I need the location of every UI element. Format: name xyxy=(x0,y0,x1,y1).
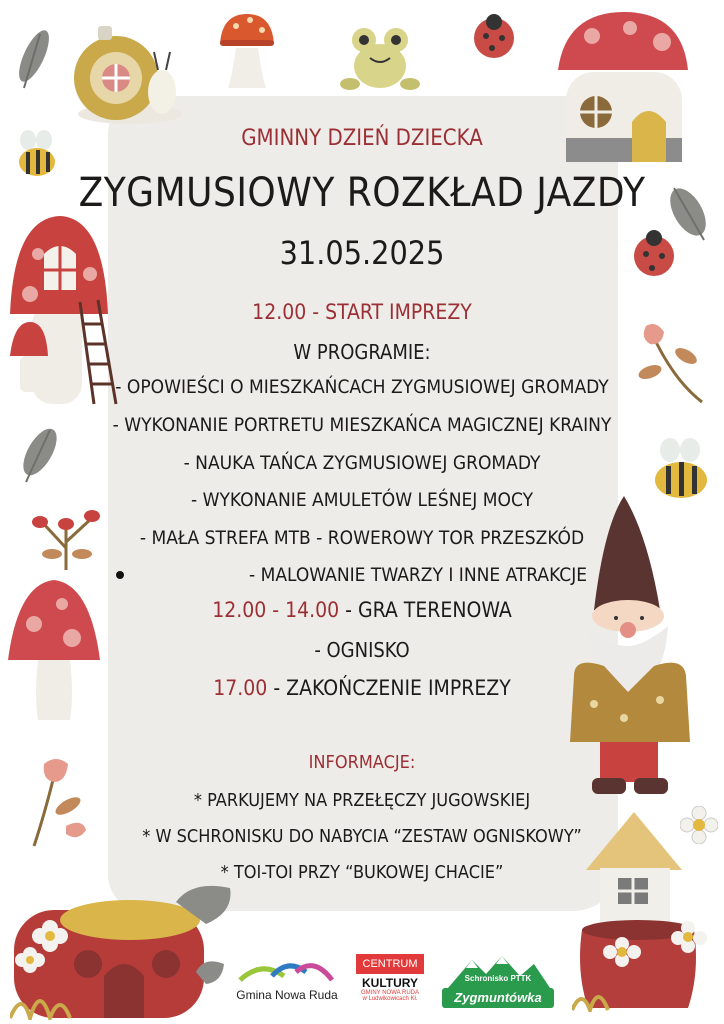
programme-item: - WYKONANIE AMULETÓW LEŚNEJ MOCY xyxy=(190,489,534,511)
event-kicker: GMINNY DZIEŃ DZIECKA xyxy=(241,126,483,151)
game-time: 12.00 - 14.00 xyxy=(212,598,340,622)
log-house-icon xyxy=(10,880,240,1020)
programme-item: - NAUKA TAŃCA ZYGMUSIOWEJ GROMADY xyxy=(183,452,541,474)
start-label: - START IMPREZY xyxy=(306,300,472,324)
info-line: * W SCHRONISKU DO NABYCIA “ZESTAW OGNISKOWY” xyxy=(142,826,582,847)
programme-item: - OPOWIEŚCI O MIESZKAŃCACH ZYGMUSIOWEJ GROMADY xyxy=(115,376,609,398)
info-heading: INFORMACJE: xyxy=(308,752,416,773)
page-title: ZYGMUSIOWY ROZKŁAD JAZDY xyxy=(78,170,646,216)
end-time: 17.00 xyxy=(213,676,268,700)
info-line: * TOI-TOI PRZY “BUKOWEJ CHACIE” xyxy=(220,862,504,883)
schronisko-logo xyxy=(442,954,554,1014)
centrum-sub2: w Ludwikowicach Kł. xyxy=(362,996,418,1002)
programme-item: - MALOWANIE TWARZY I INNE ATRAKCJE xyxy=(248,564,588,586)
start-time: 12.00 xyxy=(252,300,307,324)
centrum-mid: KULTURY xyxy=(362,976,418,990)
start-line xyxy=(0,300,724,324)
event-date: 31.05.2025 xyxy=(279,234,445,272)
centrum-sub1: GMINY NOWA RUDA xyxy=(360,990,419,996)
end-label: - ZAKOŃCZENIE IMPREZY xyxy=(267,676,511,700)
ladybug-icon xyxy=(466,10,522,62)
gmina-logo xyxy=(232,958,342,1008)
schronisko-top: Schronisko PTTK xyxy=(464,974,532,983)
leaf-icon xyxy=(18,26,50,92)
end-line xyxy=(0,676,724,700)
info-line: * PARKUJEMY NA PRZEŁĘCZY JUGOWSKIEJ xyxy=(193,790,531,811)
mushroom-icon xyxy=(218,12,276,90)
programme-item: - WYKONANIE PORTRETU MIESZKAŃCA MAGICZNEJ KRAINY xyxy=(112,414,612,436)
centrum-kultury-logo xyxy=(356,954,424,1016)
game-line xyxy=(0,598,724,622)
programme-heading: W PROGRAMIE: xyxy=(293,340,431,364)
schronisko-name: Zygmuntówka xyxy=(442,988,554,1008)
bonfire-line: - OGNISKO xyxy=(314,638,410,662)
gmina-logo-mark xyxy=(232,958,342,984)
programme-item: - MAŁA STREFA MTB - ROWEROWY TOR PRZESZKÓD xyxy=(139,527,585,549)
game-label: - GRA TERENOWA xyxy=(339,598,512,622)
snail-icon xyxy=(70,22,182,128)
gmina-name: Gmina Nowa Ruda xyxy=(236,988,338,1002)
centrum-top: CENTRUM xyxy=(356,954,424,974)
frog-icon xyxy=(340,24,420,92)
